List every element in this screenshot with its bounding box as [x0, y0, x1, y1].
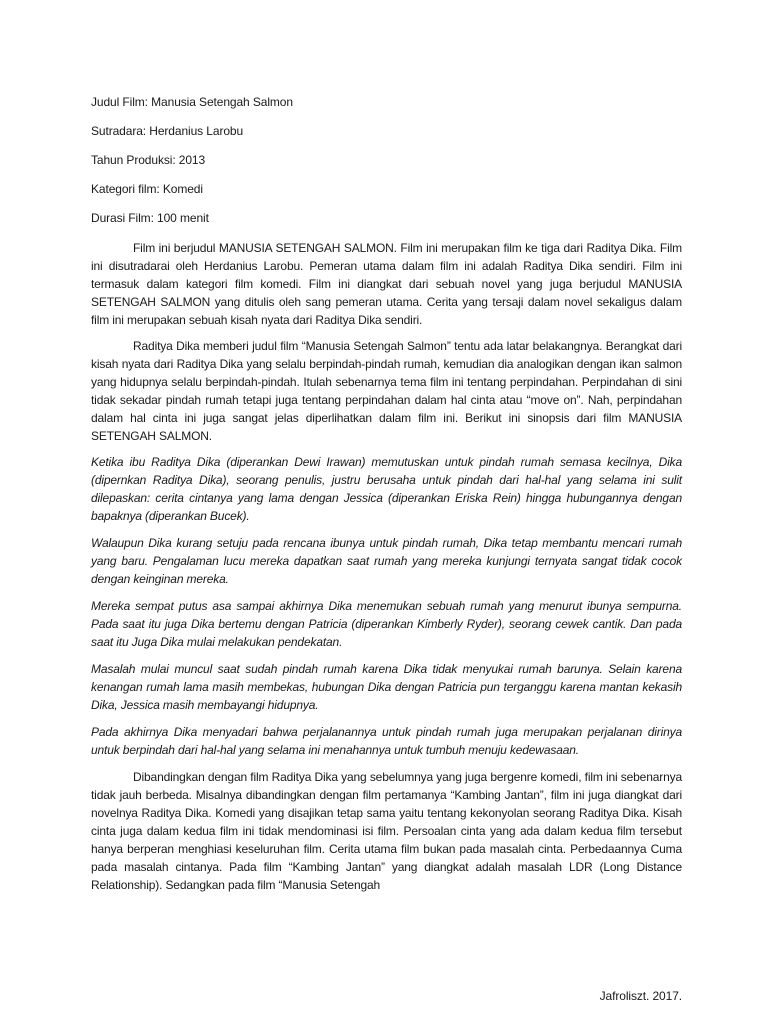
film-director: Sutradara: Herdanius Larobu: [91, 124, 244, 138]
film-title: Judul Film: Manusia Setengah Salmon: [91, 95, 293, 109]
synopsis-paragraph-2: Walaupun Dika kurang setuju pada rencana ibunya untuk pindah rumah, Dika tetap membantu mencari rumah yang baru. Pengalaman lucu mereka dapatkan saat rumah yang mereka kunjungi ternyata sangat tidak cocok dengan keinginan mereka.: [91, 536, 682, 586]
film-year: Tahun Produksi: 2013: [91, 153, 206, 167]
film-category: Kategori film: Komedi: [91, 182, 203, 196]
synopsis-paragraph-5: Pada akhirnya Dika menyadari bahwa perjalanannya untuk pindah rumah juga merupakan perjalanan dirinya untuk berpindah dari hal-hal yang selama ini menahannya untuk tumbuh menuju kedewasaan.: [91, 725, 682, 757]
paragraph-intro: Film ini berjudul MANUSIA SETENGAH SALMON. Film ini merupakan film ke tiga dari Raditya Dika. Film ini disutradarai oleh Herdanius Larobu. Pemeran utama dalam film ini adalah Raditya Dika sendiri. Film ini termasuk dalam kategori film komedi. Film ini diangkat dari sebuah novel yang juga berjudul MANUSIA SETENGAH SALMON yang ditulis oleh sang pemeran utama. Cerita yang tersaji dalam novel sekaligus dalam film ini merupakan sebuah kisah nyata dari Raditya Dika sendiri.: [91, 241, 682, 327]
synopsis-paragraph-3: Mereka sempat putus asa sampai akhirnya Dika menemukan sebuah rumah yang menurut ibunya sempurna. Pada saat itu juga Dika bertemu dengan Patricia (diperankan Kimberly Ryder), seorang cewek cantik. Dan pada saat itu Juga Dika mulai melakukan pendekatan.: [91, 599, 682, 649]
synopsis-paragraph-4: Masalah mulai muncul saat sudah pindah rumah karena Dika tidak menyukai rumah barunya. Selain karena kenangan rumah lama masih membekas, hubungan Dika dengan Patricia pun terganggu karena mantan kekasih Dika, Jessica masih membayangi hidupnya.: [91, 662, 682, 712]
footer-signature: Jafroliszt. 2017.: [599, 989, 682, 1003]
paragraph-comparison: Dibandingkan dengan film Raditya Dika yang sebelumnya yang juga bergenre komedi, film ini sebenarnya tidak jauh berbeda. Misalnya dibandingkan dengan film pertamanya “Kambing Jantan”, film ini juga diangkat dari novelnya Raditya Dika. Komedi yang disajikan tetap sama yaitu tentang kekonyolan seorang Raditya Dika. Kisah cinta juga dalam kedua film ini tidak mendominasi isi film. Persoalan cinta yang ada dalam kedua film tersebut hanya berperan menghiasi keseluruhan film. Cerita utama film bukan pada masalah cinta. Perbedaannya Cuma pada masalah cintanya. Pada film “Kambing Jantan” yang diangkat adalah masalah LDR (Long Distance Relationship). Sedangkan pada film “Manusia Setengah: [91, 770, 682, 892]
film-info: [91, 94, 682, 226]
film-duration: Durasi Film: 100 menit: [91, 211, 209, 225]
synopsis-paragraph-1: Ketika ibu Raditya Dika (diperankan Dewi Irawan) memutuskan untuk pindah rumah semasa kecilnya, Dika (dipernkan Raditya Dika), seorang penulis, justru berusaha untuk pindah dari hal-hal yang selama ini sulit dilepaskan: cerita cintanya yang lama dengan Jessica (diperankan Eriska Rein) hingga hubungannya dengan bapaknya (diperankan Bucek).: [91, 455, 682, 523]
paragraph-title-meaning: Raditya Dika memberi judul film “Manusia Setengah Salmon” tentu ada latar belakangnya. Berangkat dari kisah nyata dari Raditya Dika yang selalu berpindah-pindah rumah, kemudian dia analogikan dengan ikan salmon yang hidupnya selalu berpindah-pindah. Itulah sebenarnya tema film ini tentang perpindahan. Perpindahan di sini tidak sekadar pindah rumah tetapi juga tentang perpindahan dalam hal cinta atau “move on”. Nah, perpindahan dalam hal cinta ini juga sangat jelas diperlihatkan dalam film ini. Berikut ini sinopsis dari film MANUSIA SETENGAH SALMON.: [91, 339, 682, 443]
